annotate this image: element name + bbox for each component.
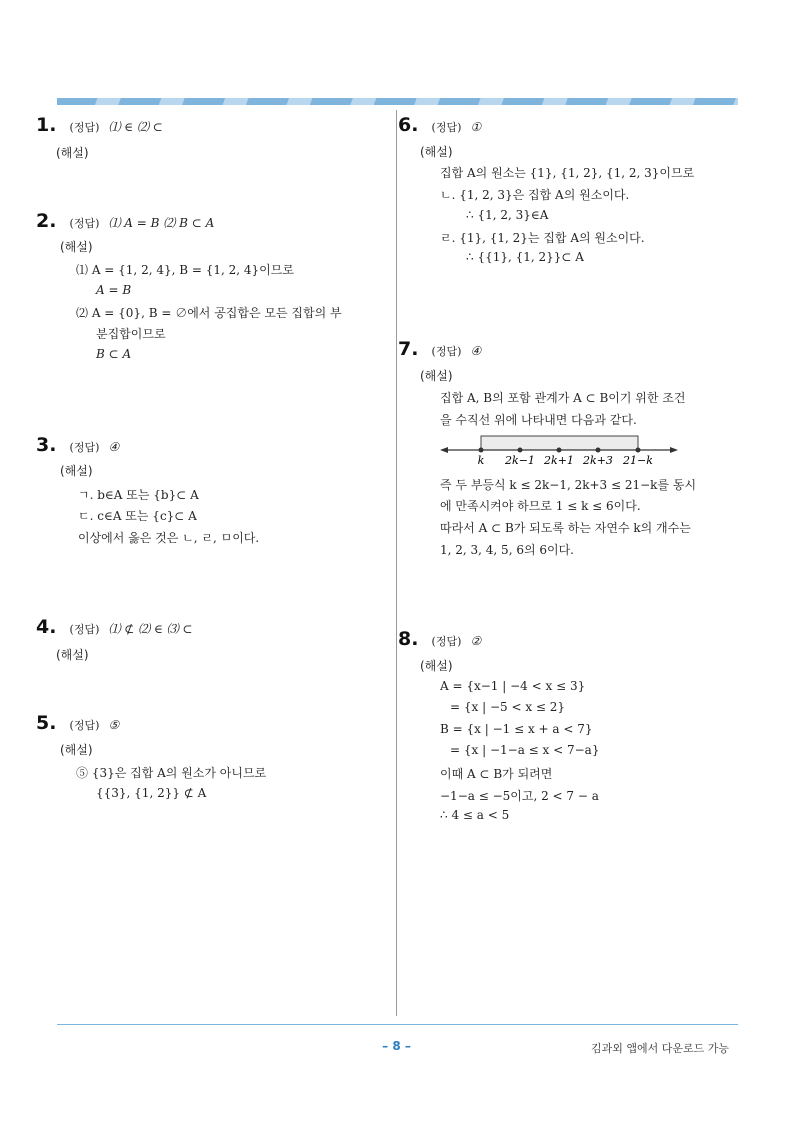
column-divider [396, 110, 397, 1016]
explain-tag: (해설) [56, 146, 89, 160]
answer-tag: (정답) [69, 623, 100, 636]
explanation-line: B = {x | −1 ≤ x + a < 7} [440, 722, 593, 736]
explain-tag: (해설) [56, 648, 89, 662]
problem-4-heading [36, 616, 193, 638]
left-arrow-icon [440, 447, 448, 453]
problem-number: 2. [36, 210, 57, 232]
explanation-line: 이때 A ⊂ B가 되려면 [440, 767, 553, 781]
axis-point [518, 448, 523, 453]
axis-label: 2k+1 [544, 454, 574, 467]
problem-number: 4. [36, 616, 57, 638]
answer-tag: (정답) [431, 121, 462, 134]
explanation-line: 즉 두 부등식 k ≤ 2k−1, 2k+3 ≤ 21−k를 동시 [440, 478, 697, 492]
explanation-line: A = {x−1 | −4 < x ≤ 3} [440, 679, 586, 693]
answer-value: ⑴ ∈ ⑵ ⊂ [108, 120, 163, 134]
problem-number: 6. [398, 114, 419, 136]
axis-point [596, 448, 601, 453]
answer-value: ④ [108, 440, 120, 454]
explanation-line: 을 수직선 위에 나타내면 다음과 같다. [440, 413, 637, 427]
problem-number: 5. [36, 712, 57, 734]
answer-tag: (정답) [69, 217, 100, 230]
explanation-line: 에 만족시켜야 하므로 1 ≤ k ≤ 6이다. [440, 499, 641, 513]
answer-tag: (정답) [69, 121, 100, 134]
answer-tag: (정답) [69, 441, 100, 454]
explanation-line: 분집합이므로 [96, 327, 166, 341]
axis-label: 2k+3 [583, 454, 613, 467]
page-number: – 8 – [382, 1039, 411, 1053]
explanation-line: 따라서 A ⊂ B가 되도록 하는 자연수 k의 개수는 [440, 521, 691, 535]
answer-value: ⑤ [108, 718, 120, 732]
explanation-line: ∴ 4 ≤ a < 5 [440, 808, 510, 822]
explanation-line: ㄹ. {1}, {1, 2}는 집합 A의 원소이다. [440, 231, 645, 245]
axis-label: 2k−1 [505, 454, 535, 467]
explain-tag: (해설) [420, 659, 453, 673]
explanation-line: ㄴ. {1, 2, 3}은 집합 A의 원소이다. [440, 188, 630, 202]
explanation-line: 이상에서 옳은 것은 ㄴ, ㄹ, ㅁ이다. [78, 531, 260, 545]
download-note: 김과외 앱에서 다운로드 가능 [590, 1042, 729, 1055]
number-line-diagram [440, 430, 680, 468]
problem-5-heading [36, 712, 119, 734]
explanation-line: 집합 A, B의 포함 관계가 A ⊂ B이기 위한 조건 [440, 391, 686, 405]
problem-2-heading [36, 210, 214, 232]
problem-number: 8. [398, 628, 419, 650]
answer-tag: (정답) [431, 345, 462, 358]
explanation-line: ∴ {{1}, {1, 2}}⊂ A [466, 250, 584, 264]
problem-8-heading [398, 628, 481, 650]
explain-tag: (해설) [60, 240, 93, 254]
explain-tag: (해설) [60, 743, 93, 757]
axis-label: 21−k [623, 454, 653, 467]
explanation-line: ㄱ. b∈A 또는 {b}⊂ A [78, 488, 199, 502]
explanation-line: ∴ {1, 2, 3}∈A [466, 208, 549, 222]
explanation-line: ⑵ A = {0}, B = ∅에서 공집합은 모든 집합의 부 [76, 306, 342, 320]
explain-tag: (해설) [420, 369, 453, 383]
explain-tag: (해설) [420, 145, 453, 159]
answer-value: ④ [470, 344, 482, 358]
axis-point [557, 448, 562, 453]
explanation-line: −1−a ≤ −5이고, 2 < 7 − a [440, 789, 599, 803]
explanation-line: ⑴ A = {1, 2, 4}, B = {1, 2, 4}이므로 [76, 263, 294, 277]
problem-number: 1. [36, 114, 57, 136]
right-arrow-icon [670, 447, 678, 453]
explanation-line: ㄷ. c∈A 또는 {c}⊂ A [78, 509, 197, 523]
explanation-line: 집합 A의 원소는 {1}, {1, 2}, {1, 2, 3}이므로 [440, 166, 695, 180]
answer-value: ① [470, 120, 482, 134]
problem-7-heading [398, 338, 481, 360]
answer-value: ⑴ ⊄ ⑵ ∈ ⑶ ⊂ [108, 622, 193, 636]
answer-value: ② [470, 634, 482, 648]
answer-tag: (정답) [69, 719, 100, 732]
problem-1-heading [36, 114, 163, 136]
explanation-line: {{3}, {1, 2}} ⊄ A [96, 786, 207, 800]
problem-number: 7. [398, 338, 419, 360]
explain-tag: (해설) [60, 464, 93, 478]
explanation-line: ⑤ {3}은 집합 A의 원소가 아니므로 [76, 766, 267, 780]
axis-point [636, 448, 641, 453]
answer-tag: (정답) [431, 635, 462, 648]
header-stripe [57, 98, 738, 105]
problem-number: 3. [36, 434, 57, 456]
axis-point [479, 448, 484, 453]
explanation-line: 1, 2, 3, 4, 5, 6의 6이다. [440, 543, 574, 557]
problem-6-heading [398, 114, 481, 136]
explanation-line: A = B [96, 283, 132, 297]
explanation-line: B ⊂ A [96, 347, 132, 361]
axis-label: k [477, 454, 485, 467]
problem-3-heading [36, 434, 119, 456]
footer-line [57, 1024, 738, 1025]
explanation-line: = {x | −1−a ≤ x < 7−a} [450, 743, 600, 757]
explanation-line: = {x | −5 < x ≤ 2} [450, 700, 566, 714]
answer-value: ⑴ A = B ⑵ B ⊂ A [108, 216, 215, 230]
